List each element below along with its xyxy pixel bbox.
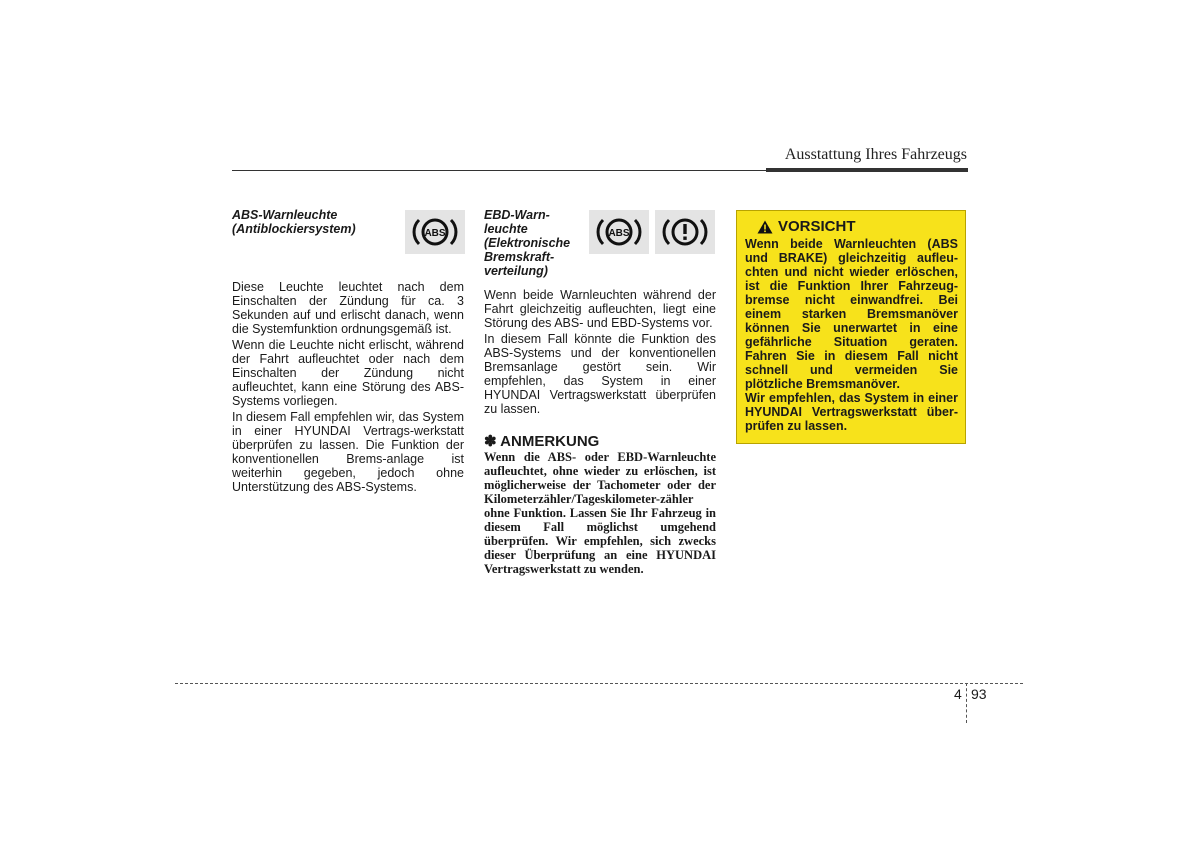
ebd-paragraph-2: In diesem Fall könnte die Funktion des ABS-Systems und der konventionellen Bremsanlage gestört sein. Wir empfehlen, das System in einer HYUNDAI Vertragswerkstatt überprüfen zu lassen. (484, 332, 716, 416)
abs-title-line2: (Antiblockiersystem) (232, 222, 356, 236)
vorsicht-title: VORSICHT (778, 218, 856, 235)
ebd-paragraph-1: Wenn beide Warnleuchten während der Fahrt gleichzeitig aufleuchten, liegt eine Störung des ABS- und EBD-Systems vor. (484, 288, 716, 330)
vorsicht-text-2: Wir empfehlen, das System in einer HYUNDAI Vertragswerkstatt über-prüfen zu lassen. (745, 391, 958, 433)
vorsicht-box (736, 210, 966, 444)
abs-paragraph-2: Wenn die Leuchte nicht erlischt, während der Fahrt aufleuchtet oder nach dem Einschalten der Zündung nicht aufleuchtet, kann eine Störung des ABS-Systems vorliegen. (232, 338, 464, 408)
vorsicht-heading (757, 219, 958, 235)
vorsicht-text-1: Wenn beide Warnleuchten (ABS und BRAKE) gleichzeitig aufleu-chten und nicht wieder erlöschen, ist die Funktion Ihrer Fahrzeug-bremse nicht einwandfrei. Bei einem starken Bremsmanöver können Sie unerwartet in eine gefährliche Situation geraten. Fahren Sie in diesem Fall nicht schnell und vermeiden Sie plötzliche Bremsmanöver. (745, 237, 958, 391)
svg-text:ABS: ABS (608, 228, 630, 239)
ebd-title-line3: (Elektronische (484, 236, 571, 250)
abs-title-line1: ABS-Warnleuchte (232, 208, 338, 222)
brake-warning-icon (655, 210, 715, 254)
abs-paragraph-3: In diesem Fall empfehlen wir, das System in einer HYUNDAI Vertrags-werkstatt überprüfen zu lassen. Die Funktion der konventionellen Brems-anlage ist weiterhin gegeben, jedoch ohne Unterstützung des ABS-Systems. (232, 410, 464, 494)
abs-paragraph-1: Diese Leuchte leuchtet nach dem Einschalten der Zündung für ca. 3 Sekunden auf und erlischt danach, wenn die Systemfunktion ordnungsgemäß ist. (232, 280, 464, 336)
abs-warning-icon (405, 210, 465, 254)
chapter-number: 4 (954, 686, 962, 702)
footer-rule (175, 683, 1023, 684)
ebd-section-title (484, 208, 574, 278)
warning-triangle-icon (757, 220, 773, 234)
ebd-title-line5: verteilung) (484, 264, 548, 278)
ebd-title-line4: Bremskraft- (484, 250, 555, 264)
page-number: 93 (971, 686, 987, 702)
anmerkung-title: ✽ ANMERKUNG (484, 433, 600, 450)
svg-text:ABS: ABS (424, 228, 446, 239)
footer-divider (966, 683, 967, 723)
ebd-title-line1: EBD-Warn- (484, 208, 550, 222)
ebd-section (484, 208, 716, 578)
header-rule-accent (766, 168, 968, 172)
abs-warning-icon (589, 210, 649, 254)
page-header-title: Ausstattung Ihres Fahrzeugs (784, 146, 967, 163)
anmerkung-text: Wenn die ABS- oder EBD-Warnleuchte aufleuchtet, ohne wieder zu erlöschen, ist möglicherweise der Tachometer oder der Kilometerzähler/Tageskilometer-zähler ohne Funktion. Lassen Sie Ihr Fahrzeug in diesem Fall möglichst umgehend überprüfen. Wir empfehlen, sich zwecks dieser Überprüfung an eine HYUNDAI Vertragswerkstatt zu wenden. (484, 450, 716, 576)
ebd-title-line2: leuchte (484, 222, 528, 236)
